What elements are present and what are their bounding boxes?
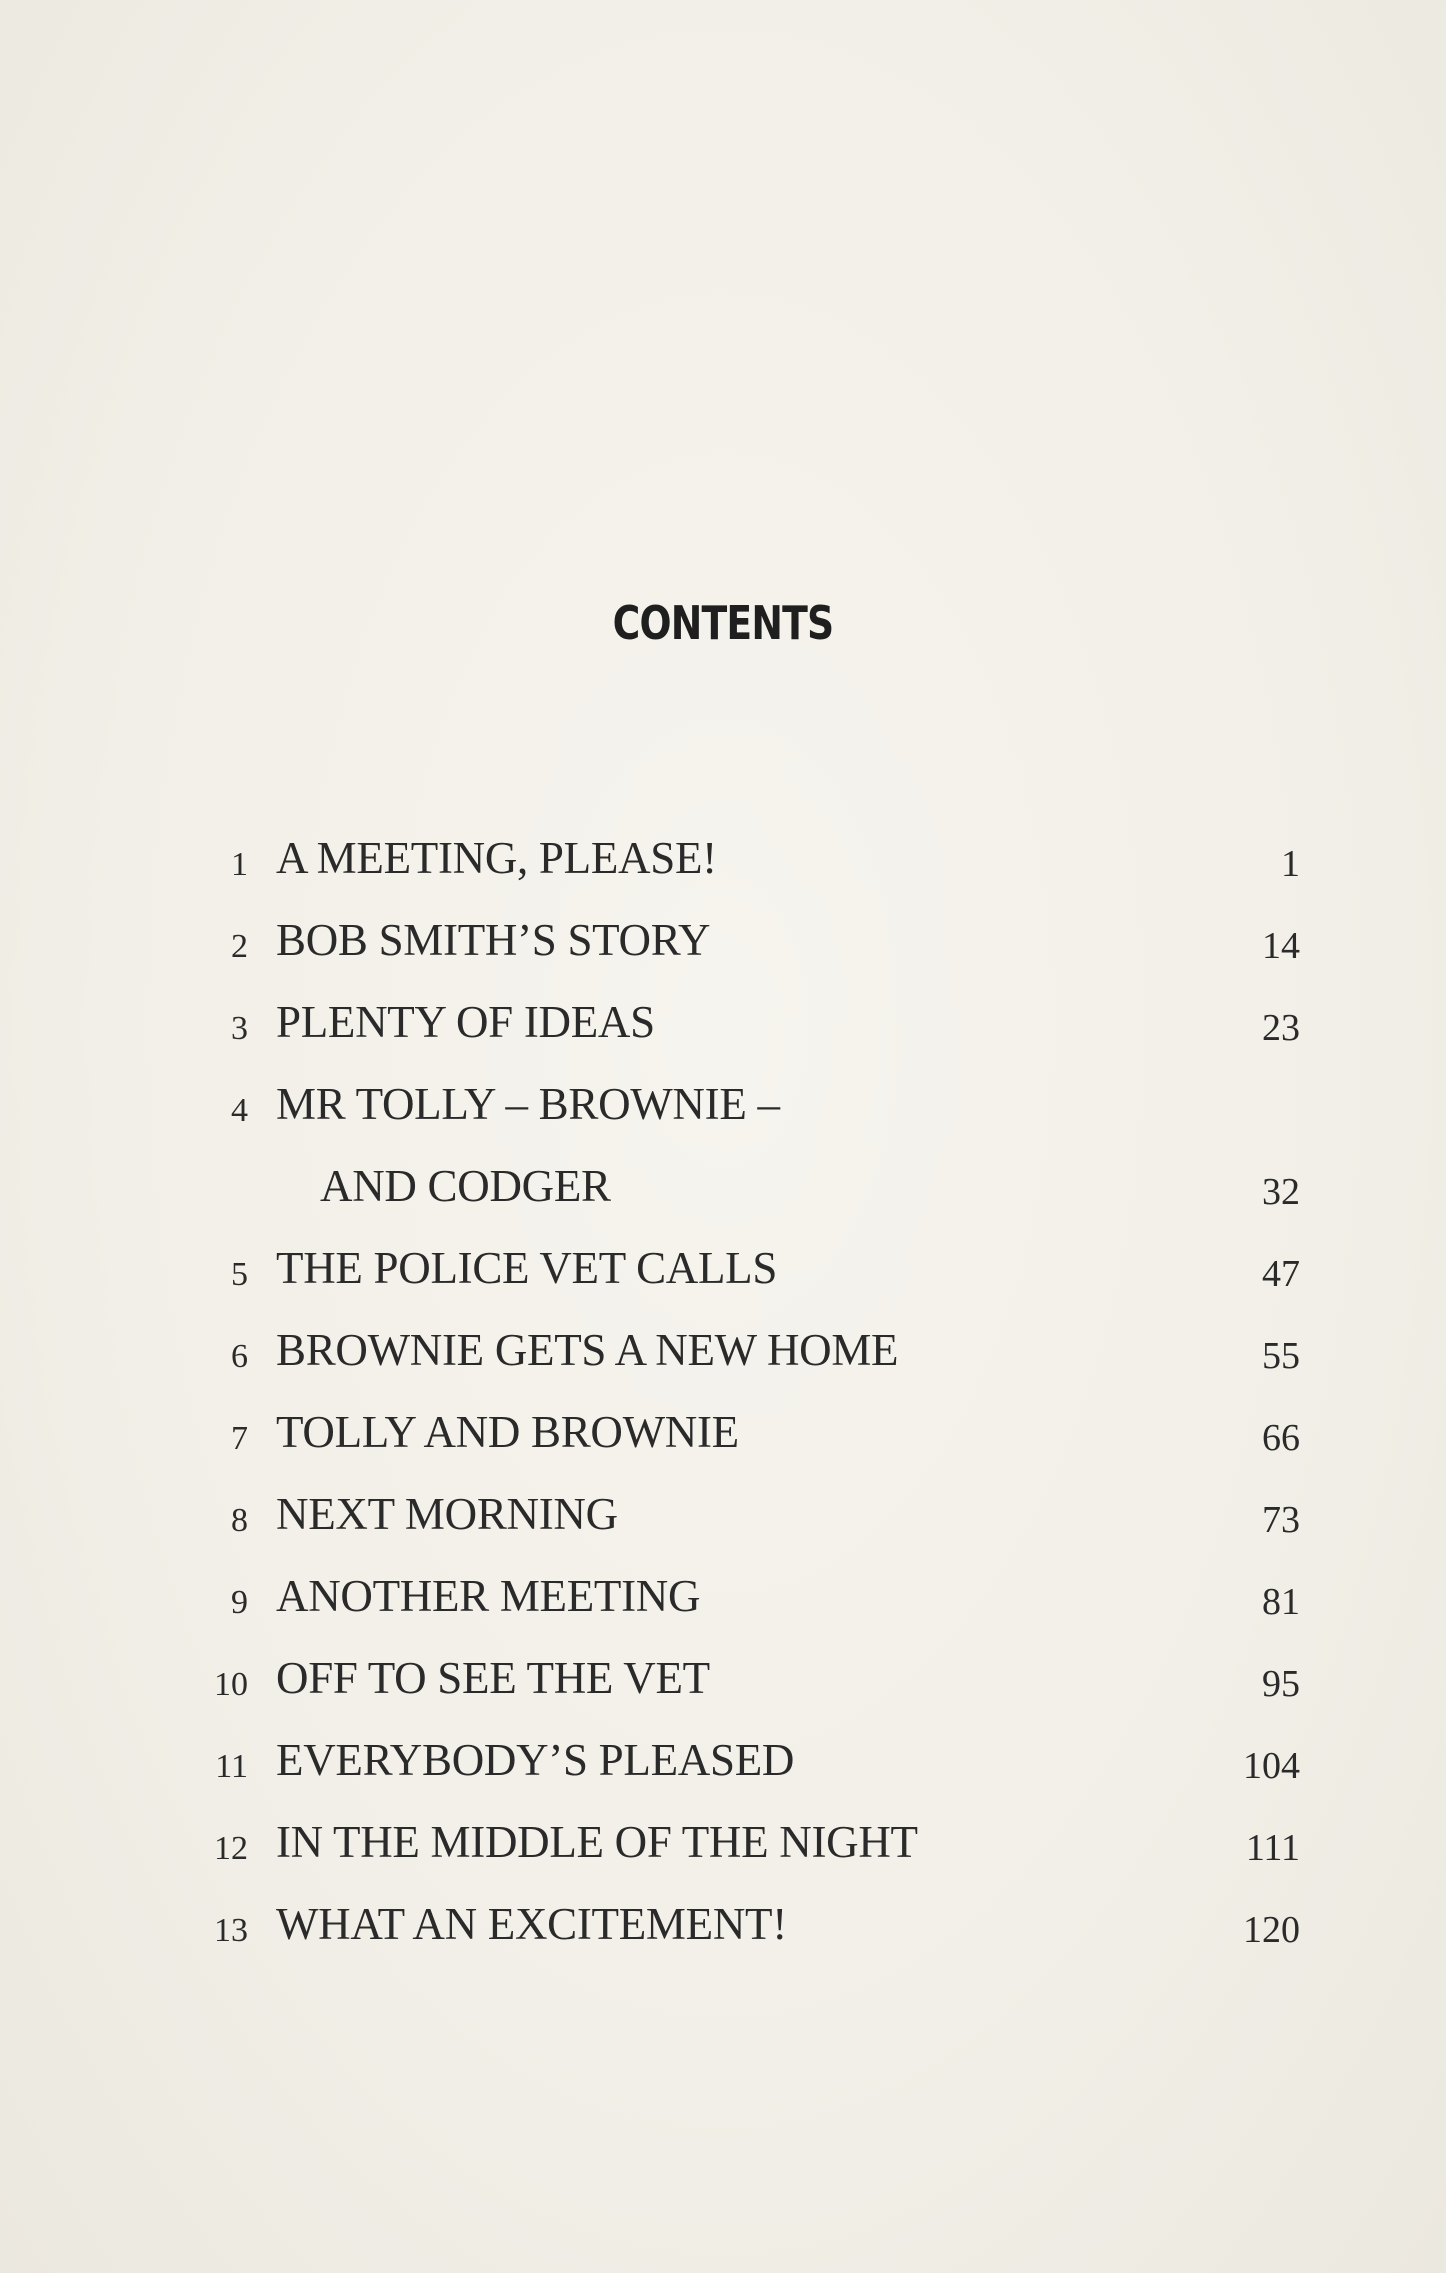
chapter-title: WHAT AN EXCITEMENT!: [276, 1899, 787, 1949]
chapter-number: 12: [214, 1830, 248, 1867]
chapter-title: THE POLICE VET CALLS: [276, 1243, 778, 1293]
chapter-number: 2: [231, 928, 248, 965]
toc-entry: [0, 1804, 1446, 1886]
chapter-title: NEXT MORNING: [276, 1489, 618, 1539]
chapter-number: 3: [231, 1010, 248, 1047]
chapter-title: ANOTHER MEETING: [276, 1571, 701, 1621]
toc-entry: [0, 902, 1446, 984]
chapter-title: EVERYBODY’S PLEASED: [276, 1735, 795, 1785]
chapter-page-number: 95: [1262, 1663, 1300, 1705]
chapter-title: BOB SMITH’S STORY: [276, 915, 711, 965]
chapter-number: 7: [231, 1420, 248, 1457]
toc-entry: [0, 1558, 1446, 1640]
toc-entry-continued: [0, 1148, 1446, 1230]
toc-entry: [0, 1886, 1446, 1968]
chapter-title-continued: AND CODGER: [320, 1161, 611, 1211]
chapter-number: 10: [214, 1666, 248, 1703]
chapter-title: PLENTY OF IDEAS: [276, 997, 655, 1047]
toc-entry: [0, 984, 1446, 1066]
chapter-number: 1: [231, 846, 248, 883]
chapter-number: 9: [231, 1584, 248, 1621]
toc-entry: [0, 1722, 1446, 1804]
toc-entry: [0, 1312, 1446, 1394]
chapter-title: IN THE MIDDLE OF THE NIGHT: [276, 1817, 918, 1867]
chapter-number: 5: [231, 1256, 248, 1293]
toc-entry: [0, 1066, 1446, 1148]
chapter-number: 8: [231, 1502, 248, 1539]
toc-entry: [0, 1476, 1446, 1558]
toc-entry: [0, 820, 1446, 902]
chapter-title: OFF TO SEE THE VET: [276, 1653, 710, 1703]
chapter-title: BROWNIE GETS A NEW HOME: [276, 1325, 899, 1375]
chapter-number: 4: [231, 1092, 248, 1129]
chapter-number: 13: [214, 1912, 248, 1949]
chapter-page-number: 111: [1245, 1827, 1300, 1869]
table-of-contents: [0, 820, 1446, 2020]
chapter-page-number: 81: [1262, 1581, 1300, 1623]
chapter-page-number: 32: [1262, 1171, 1300, 1213]
page-title: CONTENTS: [612, 596, 834, 650]
toc-entry: [0, 1230, 1446, 1312]
chapter-page-number: 73: [1262, 1499, 1300, 1541]
chapter-title: A MEETING, PLEASE!: [276, 833, 717, 883]
chapter-page-number: 55: [1262, 1335, 1300, 1377]
chapter-page-number: 66: [1262, 1417, 1300, 1459]
chapter-page-number: 14: [1262, 925, 1300, 967]
chapter-title: MR TOLLY – BROWNIE –: [276, 1079, 780, 1129]
toc-entry: [0, 1394, 1446, 1476]
chapter-number: 6: [231, 1338, 248, 1375]
chapter-page-number: 120: [1243, 1909, 1300, 1951]
chapter-page-number: 47: [1262, 1253, 1300, 1295]
chapter-number: 11: [215, 1748, 248, 1785]
chapter-page-number: 1: [1281, 843, 1300, 885]
chapter-title: TOLLY AND BROWNIE: [276, 1407, 739, 1457]
chapter-page-number: 104: [1243, 1745, 1300, 1787]
toc-entry: [0, 1640, 1446, 1722]
chapter-page-number: 23: [1262, 1007, 1300, 1049]
